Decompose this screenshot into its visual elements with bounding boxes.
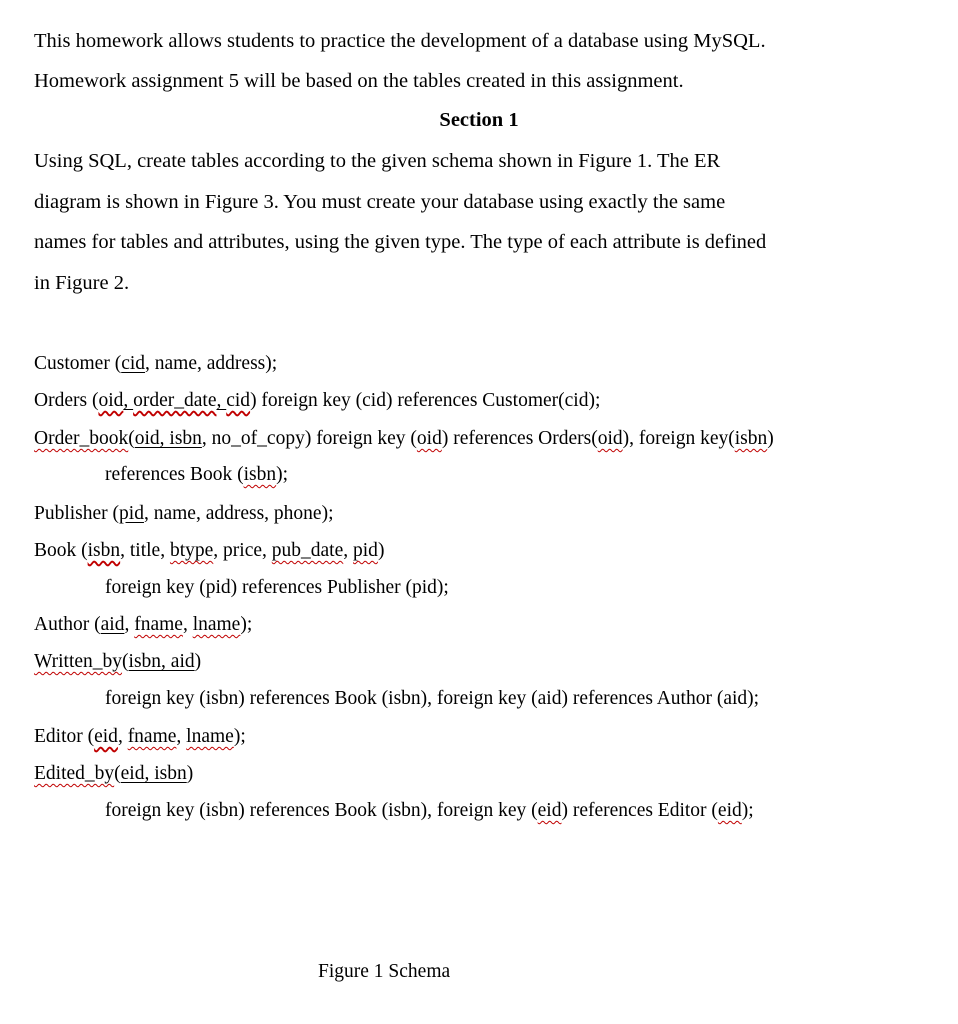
primary-key: oid — [98, 390, 124, 411]
primary-key: isbn — [87, 540, 121, 561]
schema-customer: Customer (cid, name, address); — [34, 353, 278, 374]
schema-author: Author (aid, fname, lname); — [34, 614, 253, 635]
schema-book: Book (isbn, title, btype, price, pub_date, pid) — [34, 540, 385, 561]
primary-key: eid — [94, 726, 118, 747]
instructions-line-3: names for tables and attributes, using the given type. The type of each attribute is defined — [34, 231, 767, 253]
primary-key: cid — [121, 353, 146, 374]
primary-key: oid, isbn — [134, 428, 202, 449]
schema-orders: Orders (oid, order_date, cid) foreign key (cid) references Customer(cid); — [34, 390, 601, 411]
intro-line-1: This homework allows students to practice the development of a database using MySQL. — [34, 30, 766, 52]
schema-book-cont: foreign key (pid) references Publisher (pid); — [105, 577, 449, 598]
schema-publisher: Publisher (pid, name, address, phone); — [34, 503, 334, 524]
primary-key: isbn, aid — [128, 651, 195, 672]
instructions-line-4: in Figure 2. — [34, 272, 130, 294]
instructions-line-2: diagram is shown in Figure 3. You must create your database using exactly the same — [34, 191, 726, 213]
section-title: Section 1 — [439, 109, 519, 131]
primary-key: order_date — [133, 390, 217, 411]
table-name: Written_by — [34, 651, 123, 672]
schema-order-book-cont: references Book (isbn); — [105, 464, 289, 485]
schema-written-by-cont: foreign key (isbn) references Book (isbn), foreign key (aid) references Author (aid); — [105, 688, 760, 709]
figure-caption: Figure 1 Schema — [318, 961, 451, 982]
primary-key: eid, isbn — [120, 763, 187, 784]
primary-key: pid — [119, 503, 144, 524]
schema-edited-by-cont: foreign key (isbn) references Book (isbn), foreign key (eid) references Editor (eid); — [105, 800, 754, 821]
instructions-line-1: Using SQL, create tables according to the given schema shown in Figure 1. The ER — [34, 150, 721, 172]
schema-order-book: Order_book(oid, isbn, no_of_copy) foreign key (oid) references Orders(oid), foreign key(isbn) — [34, 428, 774, 449]
primary-key: aid — [100, 614, 125, 635]
primary-key: cid — [226, 390, 251, 411]
table-name: Edited_by — [34, 763, 115, 784]
schema-written-by: Written_by(isbn, aid) — [34, 651, 202, 672]
schema-editor: Editor (eid, fname, lname); — [34, 726, 246, 747]
schema-edited-by: Edited_by(eid, isbn) — [34, 763, 194, 784]
table-name: Order_book — [34, 428, 129, 449]
intro-line-2: Homework assignment 5 will be based on the tables created in this assignment. — [34, 70, 684, 92]
